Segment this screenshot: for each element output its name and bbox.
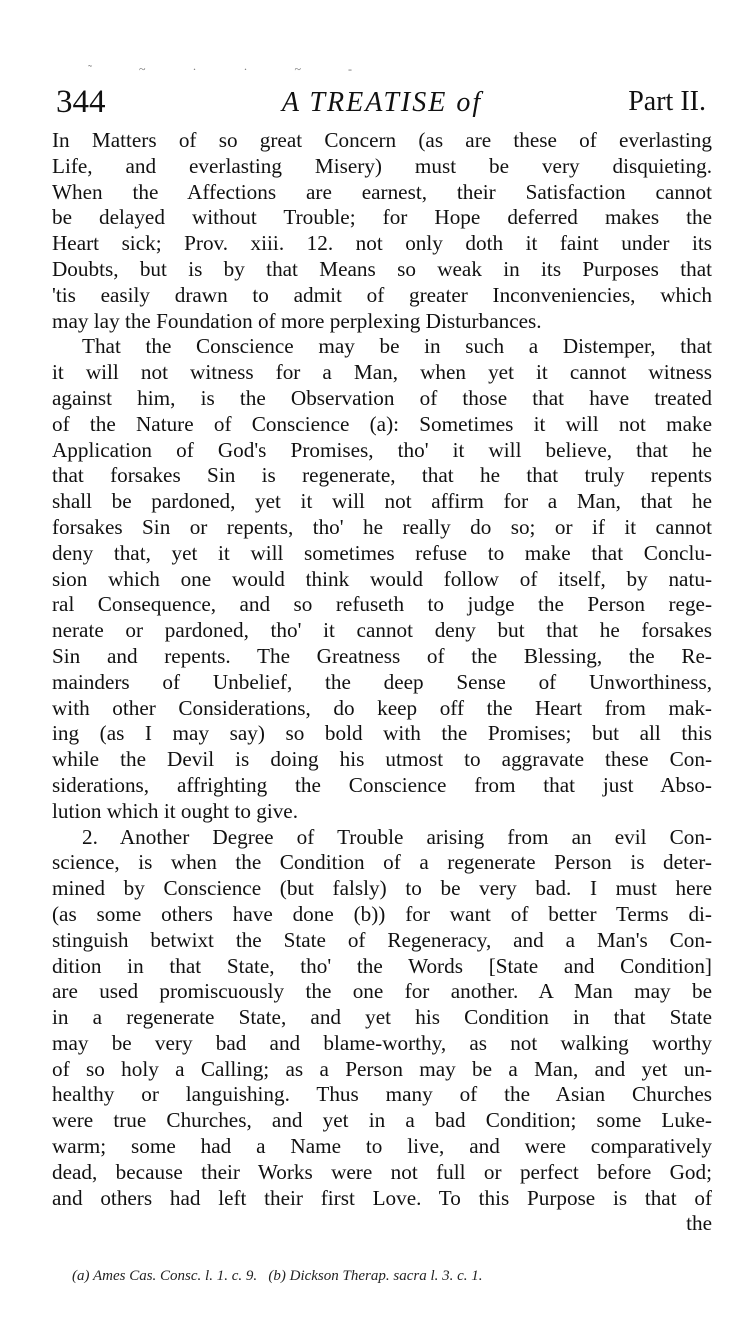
running-title: A TREATISE of (281, 87, 483, 118)
text-line: deny that, yet it will sometimes refuse to make that Conclu- (52, 540, 712, 565)
text-line: healthy or languishing. Thus many of the Asian Churches (52, 1082, 712, 1107)
text-line: ing (as I may say) so bold with the Promises; but all this (52, 721, 712, 746)
text-line: Heart sick; Prov. xiii. 12. not only doth it faint under its (52, 231, 712, 256)
paragraph-start: That the Conscience may be in such a Distemper, that (82, 334, 712, 359)
text-line: 'tis easily drawn to admit of greater Inconveniencies, which (52, 282, 712, 307)
text-line: mined by Conscience (but falsly) to be very bad. I must here (52, 876, 712, 901)
text-line: against him, is the Observation of those that have treated (52, 385, 712, 410)
text-line: dition in that State, tho' the Words [State and Condition] (52, 953, 712, 978)
body-text (52, 128, 712, 1237)
text-line: of so holy a Calling; as a Person may be a Man, and yet un- (52, 1056, 712, 1081)
text-line: while the Devil is doing his utmost to aggravate these Con- (52, 747, 712, 772)
text-line: (as some others have done (b)) for want of better Terms di- (52, 901, 712, 926)
text-line: In Matters of so great Concern (as are these of everlasting (52, 128, 712, 152)
text-line: science, is when the Condition of a regenerate Person is deter- (52, 850, 712, 875)
catchword: the (686, 1211, 712, 1236)
printer-marks: ˜ ~ · · ~ - (88, 62, 374, 76)
part-label: Part II. (628, 86, 706, 117)
text-line: Life, and everlasting Misery) must be very disquieting. (52, 153, 712, 178)
text-line: that forsakes Sin is regenerate, that he that truly repents (52, 463, 712, 488)
paragraph-start: 2. Another Degree of Trouble arising from an evil Con- (82, 824, 712, 849)
text-line: mainders of Unbelief, the deep Sense of Unworthiness, (52, 669, 712, 694)
text-line: in a regenerate State, and yet his Condition in that State (52, 1005, 712, 1030)
text-line: warm; some had a Name to live, and were comparatively (52, 1134, 712, 1159)
text-line: When the Affections are earnest, their Satisfaction cannot (52, 179, 712, 204)
text-line: are used promiscuously the one for another. A Man may be (52, 979, 712, 1004)
text-line: forsakes Sin or repents, tho' he really do so; or if it cannot (52, 514, 712, 539)
text-line: stinguish betwixt the State of Regeneracy, and a Man's Con- (52, 927, 712, 952)
text-line: may be very bad and blame-worthy, as not walking worthy (52, 1030, 712, 1055)
text-line: were true Churches, and yet in a bad Condition; some Luke- (52, 1108, 712, 1133)
text-line: nerate or pardoned, tho' it cannot deny but that he forsakes (52, 618, 712, 643)
text-line: be delayed without Trouble; for Hope deferred makes the (52, 205, 712, 230)
text-line: dead, because their Works were not full or perfect before God; (52, 1159, 712, 1184)
text-line: may lay the Foundation of more perplexing Disturbances. (52, 308, 542, 333)
text-line: siderations, affrighting the Conscience from that just Abso- (52, 772, 712, 797)
running-header (52, 82, 712, 126)
page-number: 344 (56, 84, 106, 120)
text-line: it will not witness for a Man, when yet it cannot witness (52, 360, 712, 385)
footnote: (a) Ames Cas. Consc. l. 1. c. 9. (b) Dickson Therap. sacra l. 3. c. 1. (72, 1268, 483, 1284)
text-line: of the Nature of Conscience (a): Sometimes it will not make (52, 411, 712, 436)
text-line: Doubts, but is by that Means so weak in its Purposes that (52, 256, 712, 281)
text-line: lution which it ought to give. (52, 798, 298, 823)
text-line: Sin and repents. The Greatness of the Blessing, the Re- (52, 643, 712, 668)
text-line: and others had left their first Love. To this Purpose is that of (52, 1185, 712, 1210)
text-line: ral Consequence, and so refuseth to judge the Person rege- (52, 592, 712, 617)
text-line: shall be pardoned, yet it will not affirm for a Man, that he (52, 489, 712, 514)
text-line: with other Considerations, do keep off the Heart from mak- (52, 695, 712, 720)
text-line: sion which one would think would follow of itself, by natu- (52, 566, 712, 591)
text-line: Application of God's Promises, tho' it will believe, that he (52, 437, 712, 462)
